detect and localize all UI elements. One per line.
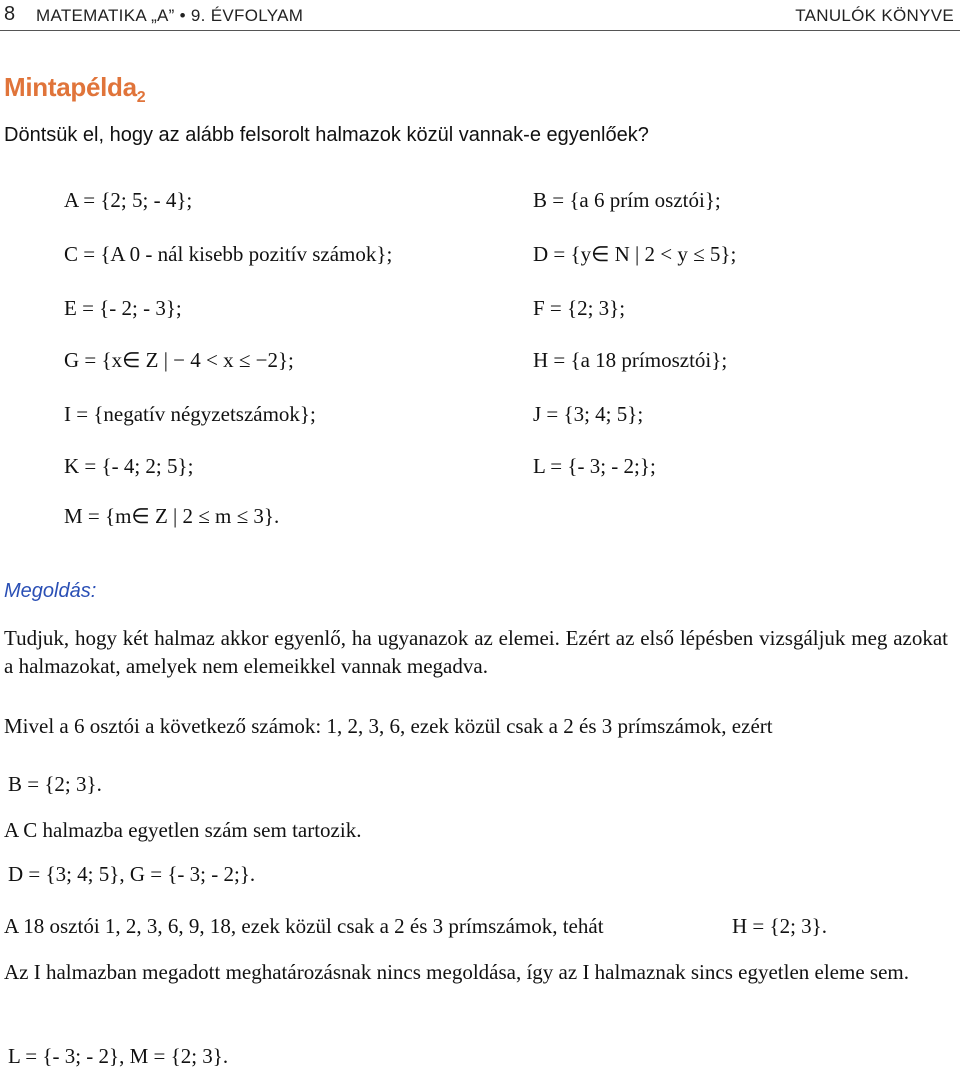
example-title	[4, 72, 145, 107]
set-j: J = {3; 4; 5};	[533, 402, 644, 426]
set-f: F = {2; 3};	[533, 296, 626, 320]
solution-paragraph-4: A 18 osztói 1, 2, 3, 6, 9, 18, ezek közül csak a 2 és 3 prímszámok, tehát	[4, 914, 604, 938]
example-title-text: Mintapélda	[4, 72, 137, 102]
set-h: H = {a 18 prímosztói};	[533, 348, 728, 372]
set-l: L = {- 3; - 2;};	[533, 454, 656, 478]
solution-formula-b: B = {2; 3}.	[8, 772, 102, 796]
solution-paragraph-2: Mivel a 6 osztói a következő számok: 1, 2, 3, 6, ezek közül csak a 2 és 3 prímszámok, ezért	[4, 714, 773, 738]
page-header	[0, 0, 960, 34]
set-d: D = {y∈ N | 2 < y ≤ 5};	[533, 242, 737, 266]
solution-label: Megoldás:	[4, 580, 97, 602]
header-divider	[0, 30, 960, 31]
header-book-title: TANULÓK KÖNYVE	[795, 6, 954, 25]
solution-paragraph-3: A C halmazba egyetlen szám sem tartozik.	[4, 818, 362, 842]
solution-paragraph-1: Tudjuk, hogy két halmaz akkor egyenlő, ha ugyanazok az elemei. Ezért az első lépésben vizsgáljuk meg azokat a halmazokat, amelyek nem elemeikkel vannak megadva.	[4, 626, 948, 678]
set-g: G = {x∈ Z | − 4 < x ≤ −2};	[64, 348, 294, 372]
page-number: 8	[4, 3, 16, 25]
set-b: B = {a 6 prím osztói};	[533, 188, 721, 212]
set-m: M = {m∈ Z | 2 ≤ m ≤ 3}.	[64, 504, 280, 528]
header-course-title: MATEMATIKA „A” • 9. ÉVFOLYAM	[36, 6, 304, 25]
solution-formula-d-g: D = {3; 4; 5}, G = {- 3; - 2;}.	[8, 862, 256, 886]
solution-paragraph-5: Az I halmazban megadott meghatározásnak nincs megoldása, így az I halmaznak sincs egyetlen eleme sem.	[4, 960, 909, 984]
example-question: Döntsük el, hogy az alább felsorolt halmazok közül vannak-e egyenlőek?	[4, 124, 649, 146]
set-i: I = {negatív négyzetszámok};	[64, 402, 316, 426]
example-title-number: 2	[136, 89, 146, 107]
set-k: K = {- 4; 2; 5};	[64, 454, 194, 478]
set-a: A = {2; 5; - 4};	[64, 188, 193, 212]
set-c: C = {A 0 - nál kisebb pozitív számok};	[64, 242, 393, 266]
set-e: E = {- 2; - 3};	[64, 296, 182, 320]
solution-formula-h: H = {2; 3}.	[732, 914, 828, 938]
solution-formula-l-m: L = {- 3; - 2}, M = {2; 3}.	[8, 1044, 229, 1068]
